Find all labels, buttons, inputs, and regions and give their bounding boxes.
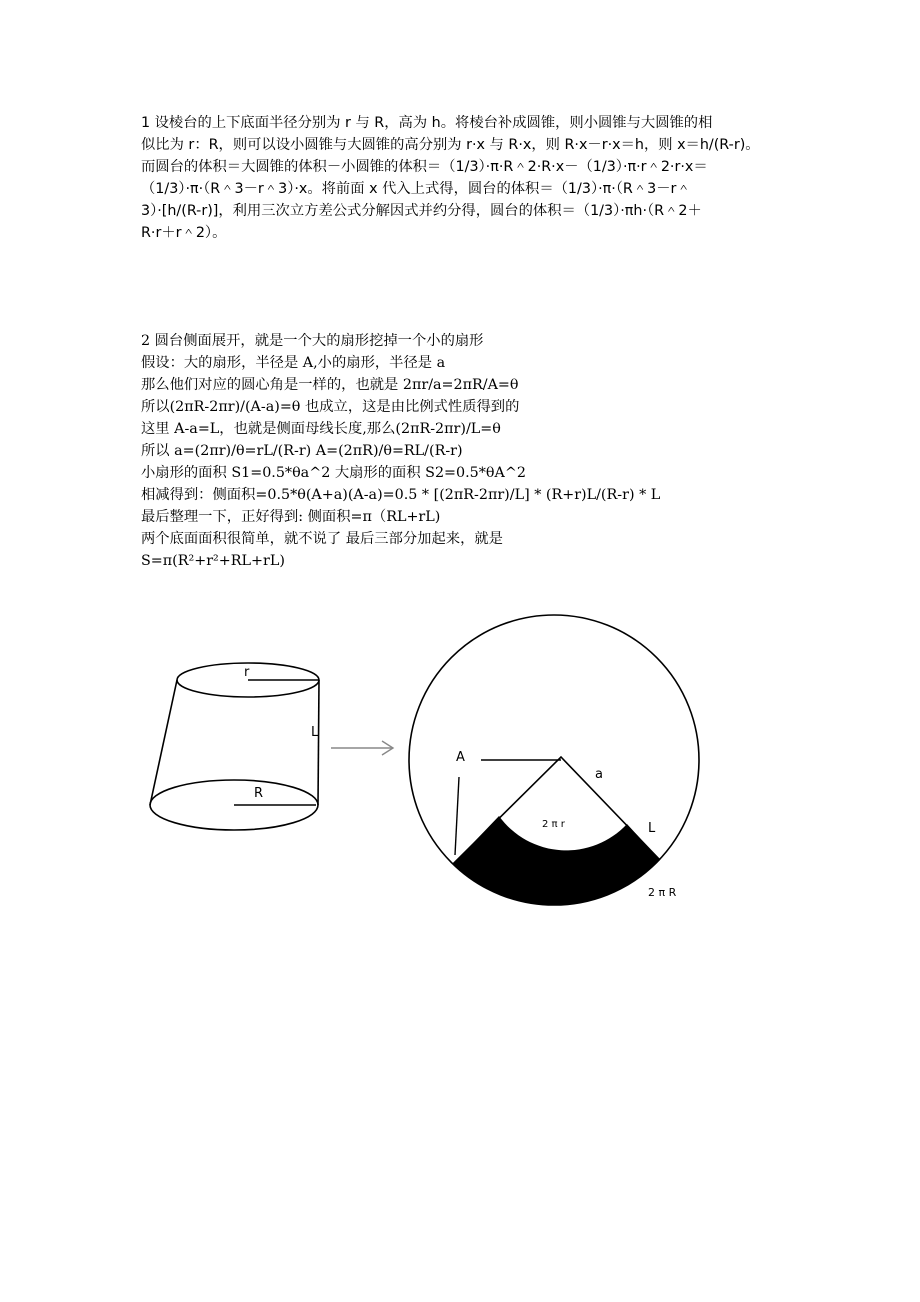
text-line: 2 圆台侧面展开，就是一个大的扇形挖掉一个小的扇形	[141, 333, 484, 349]
arrow-icon	[331, 741, 393, 755]
text-line: 假设：大的扇形，半径是 A,小的扇形，半径是 a	[141, 355, 446, 371]
frustum-label-L: L	[311, 725, 319, 740]
net-label-2pi-r: 2 π r	[542, 819, 565, 830]
text-line: 相减得到：侧面积=0.5*θ(A+a)(A-a)=0.5 * [(2πR-2πr)/L] * (R+r)L/(R-r) * L	[141, 487, 661, 503]
frustum-label-r: r	[244, 665, 250, 680]
paragraph-volume-derivation	[141, 112, 791, 244]
text-line: 最后整理一下，正好得到: 侧面积=π（RL+rL)	[141, 509, 441, 525]
paragraph-lateral-area-derivation	[141, 330, 781, 572]
net-label-L: L	[648, 821, 656, 836]
frustum-right-edge	[318, 680, 319, 805]
text-line: 那么他们对应的圆心角是一样的，也就是 2πr/a=2πR/A=θ	[141, 377, 519, 393]
net-label-A: A	[456, 750, 465, 765]
text-line: 3）·[h/(R-r)]，利用三次立方差公式分解因式并约分得，圆台的体积＝（1/3）·πh·（R＾2＋	[141, 203, 702, 219]
text-line: 小扇形的面积 S1=0.5*θa^2 大扇形的面积 S2=0.5*θA^2	[141, 465, 526, 481]
frustum-net-figure	[140, 605, 720, 915]
frustum-left-edge	[150, 680, 177, 805]
frustum-drawing	[150, 663, 319, 830]
text-line: 而圆台的体积＝大圆锥的体积－小圆锥的体积＝（1/3）·π·R＾2·R·x－（1/3）·π·r＾2·r·x＝	[141, 159, 708, 175]
text-line: 两个底面面积很简单，就不说了 最后三部分加起来，就是	[141, 531, 503, 547]
text-line: S=π(R²+r²+RL+rL)	[141, 553, 285, 569]
text-line: R·r＋r＾2）。	[141, 225, 227, 241]
net-label-2pi-R: 2 π R	[648, 886, 677, 899]
radius-marker-vertical	[455, 777, 459, 855]
net-label-a: a	[595, 767, 603, 782]
text-line: 似比为 r：R，则可以设小圆锥与大圆锥的高分别为 r·x 与 R·x，则 R·x－r·x＝h，则 x＝h/(R-r)。	[141, 137, 760, 153]
frustum-label-R: R	[254, 786, 264, 801]
text-line: 1 设棱台的上下底面半径分别为 r 与 R，高为 h。将棱台补成圆锥，则小圆锥与大圆锥的相	[141, 115, 713, 131]
text-line: 所以 a=(2πr)/θ=rL/(R-r) A=(2πR)/θ=RL/(R-r)	[141, 443, 463, 459]
text-line: 这里 A-a=L，也就是侧面母线长度,那么(2πR-2πr)/L=θ	[141, 421, 501, 437]
text-line: （1/3）·π·（R＾3－r＾3）·x。将前面 x 代入上式得，圆台的体积＝（1/3）·π·（R＾3－r＾	[141, 181, 691, 197]
text-line: 所以(2πR-2πr)/(A-a)=θ 也成立，这是由比例式性质得到的	[141, 399, 520, 415]
